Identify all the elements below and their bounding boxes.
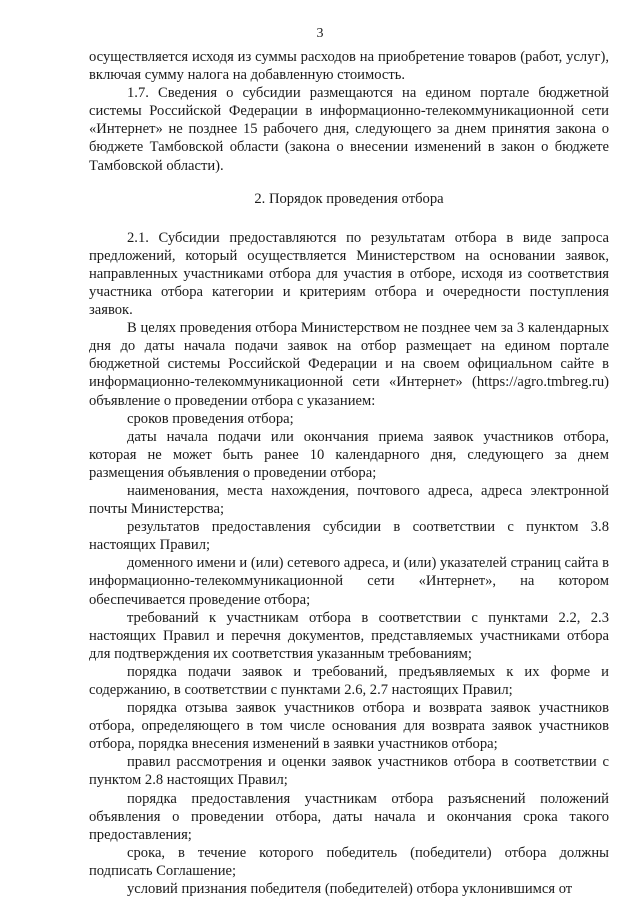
list-item: доменного имени и (или) сетевого адреса, и (или) указателей страниц сайта в информационно-телекоммуникационной сети «Интернет», на котором обеспечивается проведение отбора;	[89, 555, 609, 608]
list-item: правил рассмотрения и оценки заявок участников отбора в соответствии с пунктом 2.8 настоящих Правил;	[89, 754, 609, 789]
list-item: порядка предоставления участникам отбора разъяснений положений объявления о проведении отбора, даты начала и окончания срока такого предоставления;	[89, 790, 609, 843]
page-number: 3	[316, 26, 324, 41]
list-item: условий признания победителя (победителей) отбора уклонившимся от	[127, 881, 573, 898]
list-item: порядка подачи заявок и требований, предъявляемых к их форме и содержанию, в соответствии с пунктами 2.6, 2.7 настоящих Правил;	[89, 663, 609, 698]
document-body	[89, 48, 609, 898]
list-item: сроков проведения отбора;	[127, 410, 294, 427]
list-item: порядка отзыва заявок участников отбора и возврата заявок участников отбора, определяющего в том числе основания для возврата заявок участников отбора, порядка внесения изменений в заявки участников отбора;	[89, 700, 609, 753]
paragraph-announcement: В целях проведения отбора Министерством не позднее чем за 3 календарных дня до даты начала подачи заявок на отбор размещает на едином портале бюджетной системы Российской Федерации и на своем официальном сайте в информационно-телекоммуникационной сети «Интернет» (https://agro.tmbreg.ru) объявление о проведении отбора с указанием:	[89, 320, 609, 409]
paragraph-1-7: 1.7. Сведения о субсидии размещаются на едином портале бюджетной системы Российской Федерации в информационно-телекоммуникационной сети «Интернет» не позднее 15 рабочего дня, следующего за днем принятия закона о бюджете Тамбовской области (закона о внесении изменений в закон о бюджете Тамбовской области).	[89, 85, 609, 174]
list-item: наименования, места нахождения, почтового адреса, адреса электронной почты Министерства;	[89, 482, 609, 518]
list-item: срока, в течение которого победитель (победители) отбора должны подписать Соглашение;	[89, 844, 609, 879]
list-item: требований к участникам отбора в соответствии с пунктами 2.2, 2.3 настоящих Правил и перечня документов, представляемых участниками отбора для подтверждения их соответствия указанным требованиям;	[89, 609, 609, 662]
paragraph-continuation: осуществляется исходя из суммы расходов на приобретение товаров (работ, услуг), включая сумму налога на добавленную стоимость.	[89, 49, 609, 84]
list-item: результатов предоставления субсидии в соответствии с пунктом 3.8 настоящих Правил;	[89, 519, 609, 554]
section-heading: 2. Порядок проведения отбора	[254, 190, 444, 207]
paragraph-2-1: 2.1. Субсидии предоставляются по результатам отбора в виде запроса предложений, который осуществляется Министерством на основании заявок, направленных участниками отбора для участия в отборе, исходя из соответствия участника отбора категории и критериям отбора и очередности поступления заявок.	[89, 229, 609, 319]
list-item: даты начала подачи или окончания приема заявок участников отбора, которая не может быть ранее 10 календарного дня, следующего за днем размещения объявления о проведении отбора;	[89, 428, 609, 481]
